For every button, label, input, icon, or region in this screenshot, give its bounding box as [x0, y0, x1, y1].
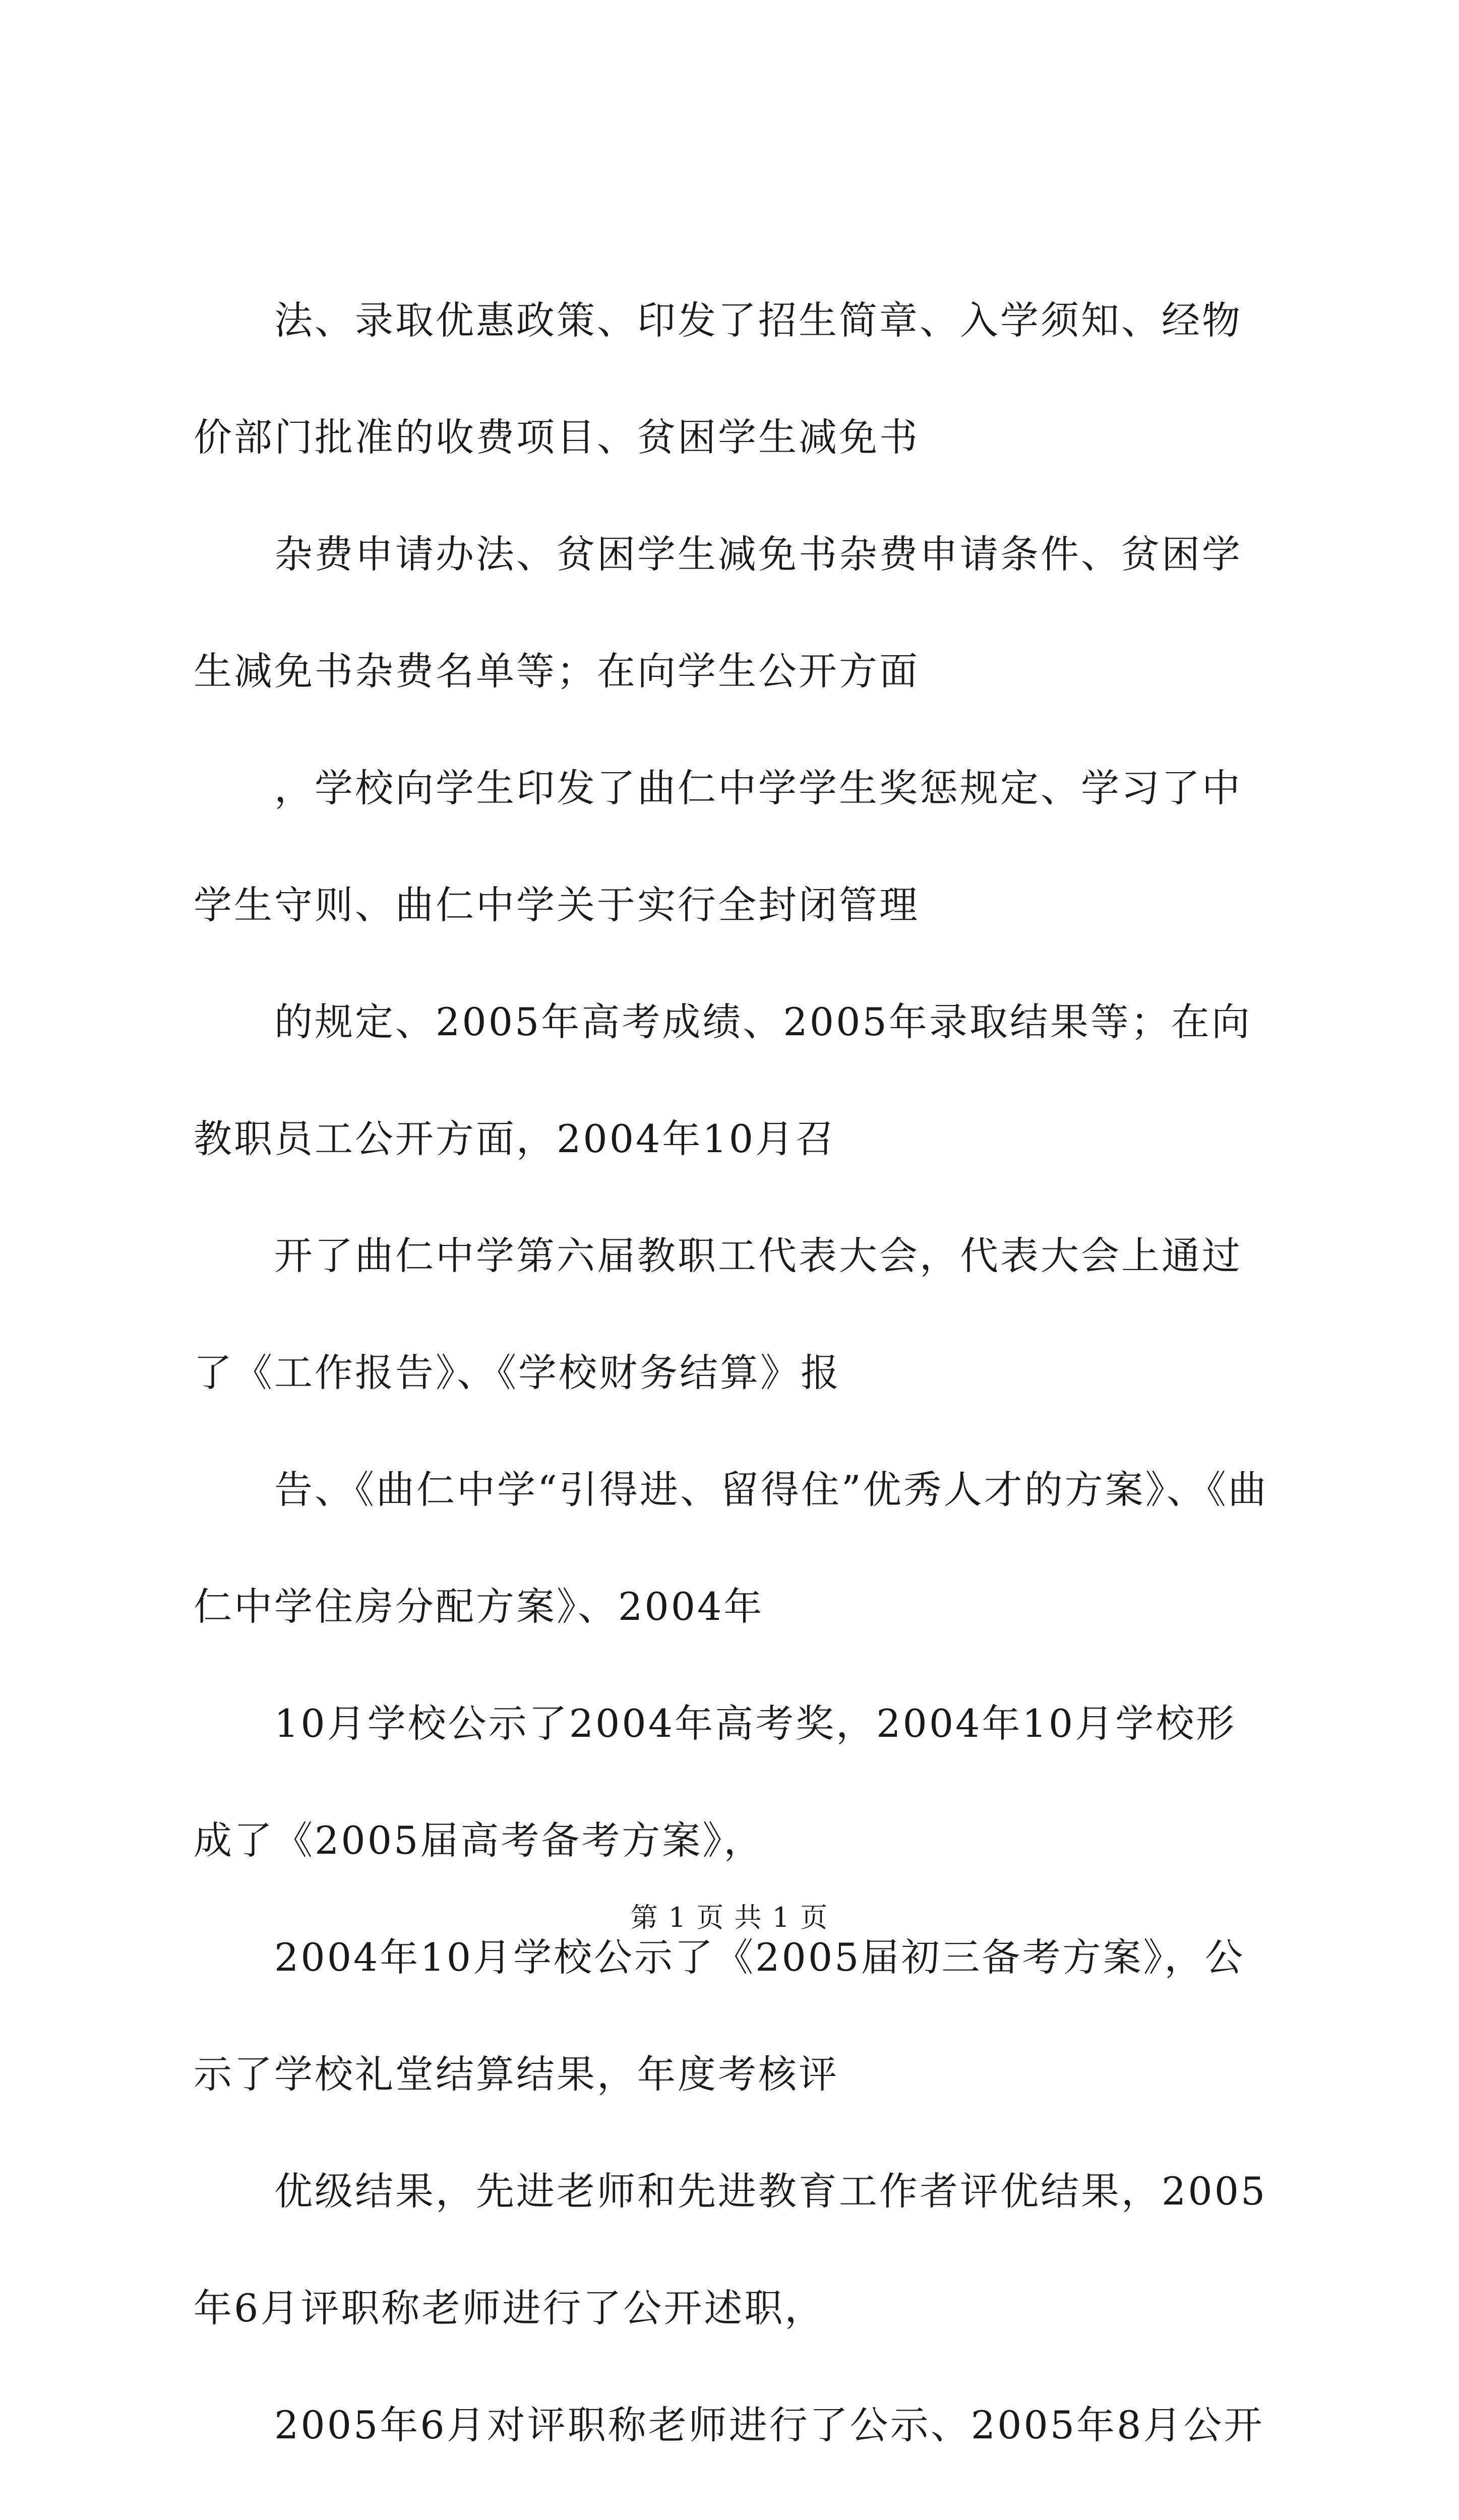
paragraph: 法、录取优惠政策、印发了招生简章、入学须知、经物价部门批准的收费项目、贫困学生减免书	[194, 298, 1242, 460]
paragraph: 优级结果，先进老师和先进教育工作者评优结果，2005年6月评职称老师进行了公开述职，	[194, 2169, 1267, 2330]
paragraph: 杂费申请办法、贫困学生减免书杂费申请条件、贫困学生减免书杂费名单等；在向学生公开方面	[194, 532, 1242, 694]
paragraph: 开了曲仁中学第六届教职工代表大会，代表大会上通过了《工作报告》、《学校财务结算》报	[194, 1233, 1242, 1395]
document-body	[194, 262, 1272, 2520]
page-footer: 第 1 页 共 1 页	[630, 1902, 829, 1933]
paragraph: ，学校向学生印发了曲仁中学学生奖惩规定、学习了中学生守则、曲仁中学关于实行全封闭管理	[194, 766, 1242, 927]
paragraph: 2004年10月学校公示了《2005届初三备考方案》，公示了学校礼堂结算结果，年度考核评	[194, 1935, 1245, 2097]
paragraph: 的规定、2005年高考成绩、2005年录取结果等；在向教职员工公开方面，2004年10月召	[194, 999, 1252, 1161]
paragraph: 告、《曲仁中学“引得进、留得住”优秀人才的方案》、《曲仁中学住房分配方案》、2004年	[194, 1467, 1268, 1629]
paragraph: 2005年6月对评职称老师进行了公示、2005年8月公开	[274, 2403, 1264, 2447]
paragraph: 10月学校公示了2004年高考奖，2004年10月学校形成了《2005届高考备考方案》，	[194, 1701, 1237, 1863]
